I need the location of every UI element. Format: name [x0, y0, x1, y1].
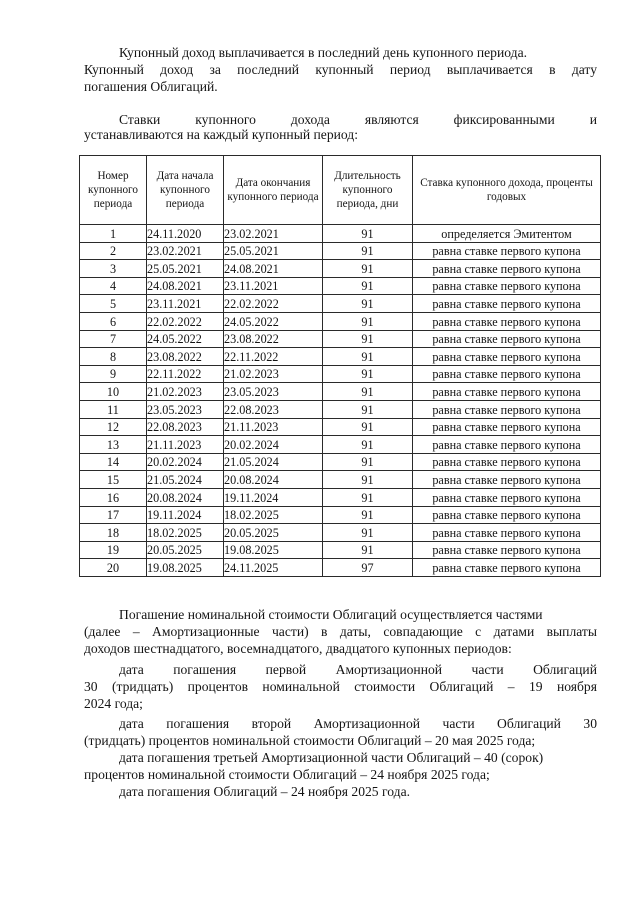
end-date-cell: 22.08.2023 [224, 400, 323, 418]
amortization-line-3: доходов шестнадцатого, восемнадцатого, двадцатого купонных периодов: [84, 641, 512, 656]
end-date-cell: 20.02.2024 [224, 436, 323, 454]
intro-line-3: погашения Облигаций. [84, 79, 218, 94]
start-date-cell: 23.02.2021 [147, 242, 224, 260]
table-row [80, 242, 601, 260]
rate-cell: равна ставке первого купона [413, 383, 601, 401]
table-row [80, 225, 601, 243]
final-redemption-line: дата погашения Облигаций – 24 ноября 2025 года. [119, 784, 410, 799]
first-amortization-line-1: дата погашения первой Амортизационной части Облигаций [119, 662, 597, 677]
table-row [80, 488, 601, 506]
start-date-cell: 22.11.2022 [147, 365, 224, 383]
table-row [80, 471, 601, 489]
rate-cell: равна ставке первого купона [413, 506, 601, 524]
duration-cell: 91 [323, 488, 413, 506]
table-row [80, 383, 601, 401]
start-date-cell: 19.08.2025 [147, 559, 224, 577]
start-date-cell: 23.11.2021 [147, 295, 224, 313]
duration-cell: 91 [323, 400, 413, 418]
period-number-cell: 9 [80, 365, 147, 383]
end-date-cell: 23.08.2022 [224, 330, 323, 348]
start-date-cell: 20.02.2024 [147, 453, 224, 471]
period-number-cell: 1 [80, 225, 147, 243]
start-date-cell: 22.08.2023 [147, 418, 224, 436]
coupon-table-body [80, 225, 601, 577]
end-date-cell: 21.02.2023 [224, 365, 323, 383]
end-date-cell: 22.02.2022 [224, 295, 323, 313]
period-number-cell: 3 [80, 260, 147, 278]
rate-cell: равна ставке первого купона [413, 242, 601, 260]
end-date-cell: 23.05.2023 [224, 383, 323, 401]
table-row [80, 436, 601, 454]
table-row [80, 418, 601, 436]
table-row [80, 312, 601, 330]
duration-cell: 91 [323, 453, 413, 471]
table-row [80, 559, 601, 577]
rate-cell: равна ставке первого купона [413, 260, 601, 278]
third-amortization-line-2: процентов номинальной стоимости Облигаций – 24 ноября 2025 года; [84, 767, 490, 782]
end-date-cell: 23.02.2021 [224, 225, 323, 243]
second-amortization-line-1: дата погашения второй Амортизационной части Облигаций 30 [119, 716, 597, 731]
rate-cell: равна ставке первого купона [413, 471, 601, 489]
start-date-cell: 23.05.2023 [147, 400, 224, 418]
start-date-cell: 25.05.2021 [147, 260, 224, 278]
period-number-cell: 7 [80, 330, 147, 348]
end-date-cell: 24.05.2022 [224, 312, 323, 330]
end-date-cell: 24.11.2025 [224, 559, 323, 577]
table-row [80, 524, 601, 542]
rates-line-1: Ставки купонного дохода являются фиксированными и [119, 112, 597, 127]
period-number-cell: 8 [80, 348, 147, 366]
end-date-cell: 20.05.2025 [224, 524, 323, 542]
table-row [80, 260, 601, 278]
start-date-cell: 19.11.2024 [147, 506, 224, 524]
start-date-cell: 18.02.2025 [147, 524, 224, 542]
amortization-line-2: (далее – Амортизационные части) в даты, совпадающие с датами выплаты [84, 624, 597, 639]
duration-cell: 91 [323, 260, 413, 278]
amortization-line-1: Погашение номинальной стоимости Облигаций осуществляется частями [119, 607, 543, 622]
rate-cell: равна ставке первого купона [413, 365, 601, 383]
end-date-cell: 21.05.2024 [224, 453, 323, 471]
rate-cell: равна ставке первого купона [413, 436, 601, 454]
rate-cell: равна ставке первого купона [413, 524, 601, 542]
end-date-cell: 22.11.2022 [224, 348, 323, 366]
header-start-date: Дата начала купонного периода [147, 156, 224, 225]
period-number-cell: 19 [80, 541, 147, 559]
coupon-table [79, 155, 601, 577]
end-date-cell: 25.05.2021 [224, 242, 323, 260]
table-row [80, 453, 601, 471]
end-date-cell: 18.02.2025 [224, 506, 323, 524]
start-date-cell: 22.02.2022 [147, 312, 224, 330]
table-row [80, 365, 601, 383]
table-row [80, 506, 601, 524]
end-date-cell: 24.08.2021 [224, 260, 323, 278]
table-row [80, 330, 601, 348]
period-number-cell: 17 [80, 506, 147, 524]
duration-cell: 91 [323, 242, 413, 260]
period-number-cell: 2 [80, 242, 147, 260]
first-amortization-line-3: 2024 года; [84, 696, 143, 711]
start-date-cell: 21.11.2023 [147, 436, 224, 454]
duration-cell: 91 [323, 436, 413, 454]
rate-cell: равна ставке первого купона [413, 330, 601, 348]
duration-cell: 91 [323, 383, 413, 401]
duration-cell: 91 [323, 277, 413, 295]
duration-cell: 91 [323, 365, 413, 383]
intro-line-1: Купонный доход выплачивается в последний день купонного периода. [119, 45, 528, 60]
period-number-cell: 10 [80, 383, 147, 401]
duration-cell: 91 [323, 225, 413, 243]
period-number-cell: 18 [80, 524, 147, 542]
start-date-cell: 21.02.2023 [147, 383, 224, 401]
rate-cell: равна ставке первого купона [413, 277, 601, 295]
first-amortization-line-2: 30 (тридцать) процентов номинальной стоимости Облигаций – 19 ноября [84, 679, 597, 694]
period-number-cell: 14 [80, 453, 147, 471]
end-date-cell: 19.08.2025 [224, 541, 323, 559]
duration-cell: 97 [323, 559, 413, 577]
end-date-cell: 23.11.2021 [224, 277, 323, 295]
rate-cell: равна ставке первого купона [413, 295, 601, 313]
period-number-cell: 12 [80, 418, 147, 436]
table-row [80, 400, 601, 418]
header-period-number: Номер купонного периода [80, 156, 147, 225]
rate-cell: равна ставке первого купона [413, 348, 601, 366]
table-row [80, 348, 601, 366]
period-number-cell: 6 [80, 312, 147, 330]
second-amortization-line-2: (тридцать) процентов номинальной стоимости Облигаций – 20 мая 2025 года; [84, 733, 536, 748]
period-number-cell: 20 [80, 559, 147, 577]
duration-cell: 91 [323, 312, 413, 330]
duration-cell: 91 [323, 524, 413, 542]
end-date-cell: 19.11.2024 [224, 488, 323, 506]
duration-cell: 91 [323, 330, 413, 348]
period-number-cell: 13 [80, 436, 147, 454]
start-date-cell: 24.08.2021 [147, 277, 224, 295]
rate-cell: равна ставке первого купона [413, 453, 601, 471]
rate-cell: равна ставке первого купона [413, 418, 601, 436]
duration-cell: 91 [323, 541, 413, 559]
rate-cell: равна ставке первого купона [413, 541, 601, 559]
header-end-date: Дата окончания купонного периода [224, 156, 323, 225]
coupon-table-header [80, 156, 601, 225]
period-number-cell: 16 [80, 488, 147, 506]
rates-line-2: устанавливаются на каждый купонный период: [84, 127, 358, 142]
end-date-cell: 21.11.2023 [224, 418, 323, 436]
table-row [80, 277, 601, 295]
header-duration: Длительность купонного периода, дни [323, 156, 413, 225]
duration-cell: 91 [323, 348, 413, 366]
start-date-cell: 20.05.2025 [147, 541, 224, 559]
rate-cell: определяется Эмитентом [413, 225, 601, 243]
third-amortization-line-1: дата погашения третьей Амортизационной части Облигаций – 40 (сорок) [119, 750, 544, 765]
duration-cell: 91 [323, 506, 413, 524]
duration-cell: 91 [323, 418, 413, 436]
period-number-cell: 5 [80, 295, 147, 313]
period-number-cell: 11 [80, 400, 147, 418]
start-date-cell: 21.05.2024 [147, 471, 224, 489]
start-date-cell: 24.11.2020 [147, 225, 224, 243]
duration-cell: 91 [323, 295, 413, 313]
start-date-cell: 20.08.2024 [147, 488, 224, 506]
period-number-cell: 15 [80, 471, 147, 489]
header-rate: Ставка купонного дохода, проценты годовых [413, 156, 601, 225]
start-date-cell: 24.05.2022 [147, 330, 224, 348]
intro-line-2: Купонный доход за последний купонный период выплачивается в дату [84, 62, 597, 77]
duration-cell: 91 [323, 471, 413, 489]
rate-cell: равна ставке первого купона [413, 312, 601, 330]
table-row [80, 541, 601, 559]
rate-cell: равна ставке первого купона [413, 559, 601, 577]
end-date-cell: 20.08.2024 [224, 471, 323, 489]
period-number-cell: 4 [80, 277, 147, 295]
rate-cell: равна ставке первого купона [413, 400, 601, 418]
rate-cell: равна ставке первого купона [413, 488, 601, 506]
start-date-cell: 23.08.2022 [147, 348, 224, 366]
table-row [80, 295, 601, 313]
